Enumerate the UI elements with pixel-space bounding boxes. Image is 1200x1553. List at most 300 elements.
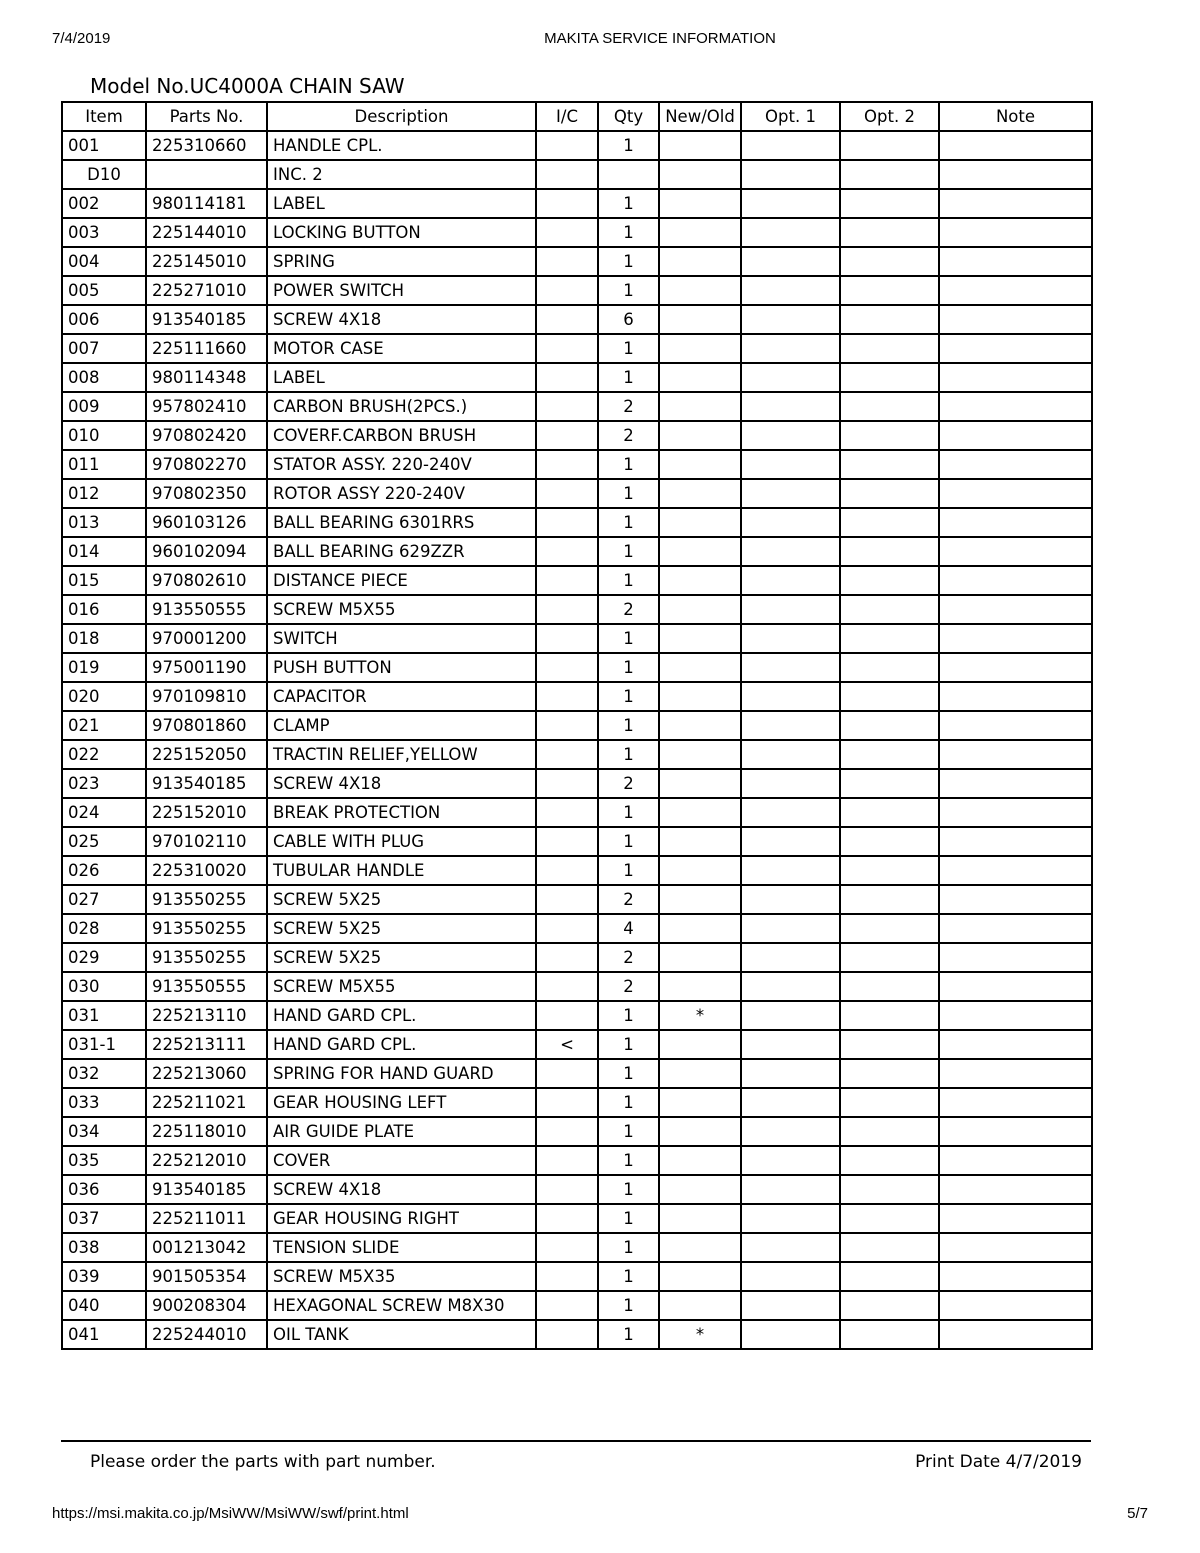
qty-cell: 1 <box>598 1030 659 1059</box>
note-cell <box>939 711 1092 740</box>
opt-2-cell <box>840 1262 939 1291</box>
new-old-cell <box>659 189 741 218</box>
parts-no-cell <box>146 160 267 189</box>
note-cell <box>939 305 1092 334</box>
opt-2-cell <box>840 189 939 218</box>
column-header-note: Note <box>939 102 1092 131</box>
parts-no-cell: 960102094 <box>146 537 267 566</box>
note-cell <box>939 421 1092 450</box>
description-cell: SCREW M5X55 <box>267 972 536 1001</box>
table-row <box>62 856 1092 885</box>
new-old-cell <box>659 972 741 1001</box>
note-cell <box>939 682 1092 711</box>
new-old-cell <box>659 537 741 566</box>
ic-cell <box>536 1233 598 1262</box>
parts-no-cell: 975001190 <box>146 653 267 682</box>
item-cell: 040 <box>62 1291 146 1320</box>
opt-2-cell <box>840 160 939 189</box>
ic-cell <box>536 392 598 421</box>
parts-no-cell: 980114181 <box>146 189 267 218</box>
qty-cell: 1 <box>598 189 659 218</box>
new-old-cell <box>659 160 741 189</box>
table-row <box>62 1291 1092 1320</box>
opt-1-cell <box>741 856 840 885</box>
opt-2-cell <box>840 798 939 827</box>
description-cell: SCREW 5X25 <box>267 914 536 943</box>
table-row <box>62 1320 1092 1349</box>
parts-no-cell: 225211011 <box>146 1204 267 1233</box>
opt-1-cell <box>741 740 840 769</box>
opt-2-cell <box>840 1320 939 1349</box>
opt-2-cell <box>840 537 939 566</box>
qty-cell: 1 <box>598 1175 659 1204</box>
opt-2-cell <box>840 740 939 769</box>
description-cell: CLAMP <box>267 711 536 740</box>
description-cell: CARBON BRUSH(2PCS.) <box>267 392 536 421</box>
description-cell: HAND GARD CPL. <box>267 1030 536 1059</box>
new-old-cell <box>659 943 741 972</box>
new-old-cell <box>659 1175 741 1204</box>
parts-no-cell: 913550255 <box>146 943 267 972</box>
item-cell: 034 <box>62 1117 146 1146</box>
opt-2-cell <box>840 276 939 305</box>
note-cell <box>939 624 1092 653</box>
note-cell <box>939 1233 1092 1262</box>
qty-cell: 1 <box>598 1233 659 1262</box>
description-cell: AIR GUIDE PLATE <box>267 1117 536 1146</box>
item-cell: 011 <box>62 450 146 479</box>
opt-2-cell <box>840 1233 939 1262</box>
note-cell <box>939 276 1092 305</box>
new-old-cell <box>659 1030 741 1059</box>
new-old-cell <box>659 1117 741 1146</box>
opt-2-cell <box>840 305 939 334</box>
opt-2-cell <box>840 131 939 160</box>
description-cell: STATOR ASSY. 220-240V <box>267 450 536 479</box>
table-row <box>62 972 1092 1001</box>
note-cell <box>939 798 1092 827</box>
parts-no-cell: 970001200 <box>146 624 267 653</box>
opt-1-cell <box>741 1262 840 1291</box>
item-cell: 036 <box>62 1175 146 1204</box>
description-cell: SCREW 5X25 <box>267 943 536 972</box>
description-cell: LOCKING BUTTON <box>267 218 536 247</box>
item-cell: 007 <box>62 334 146 363</box>
description-cell: BREAK PROTECTION <box>267 798 536 827</box>
parts-no-cell: 913540185 <box>146 305 267 334</box>
table-row <box>62 131 1092 160</box>
description-cell: CAPACITOR <box>267 682 536 711</box>
opt-1-cell <box>741 160 840 189</box>
ic-cell <box>536 1146 598 1175</box>
note-cell <box>939 740 1092 769</box>
parts-no-cell: 225271010 <box>146 276 267 305</box>
item-cell: 026 <box>62 856 146 885</box>
opt-1-cell <box>741 1088 840 1117</box>
opt-1-cell <box>741 827 840 856</box>
table-row <box>62 769 1092 798</box>
qty-cell: 1 <box>598 798 659 827</box>
opt-2-cell <box>840 856 939 885</box>
ic-cell <box>536 450 598 479</box>
table-row <box>62 421 1092 450</box>
item-cell: 033 <box>62 1088 146 1117</box>
opt-2-cell <box>840 1175 939 1204</box>
opt-1-cell <box>741 131 840 160</box>
description-cell: SCREW M5X55 <box>267 595 536 624</box>
description-cell: GEAR HOUSING LEFT <box>267 1088 536 1117</box>
opt-1-cell <box>741 1233 840 1262</box>
item-cell: 027 <box>62 885 146 914</box>
column-header-ic: I/C <box>536 102 598 131</box>
new-old-cell <box>659 363 741 392</box>
description-cell: HANDLE CPL. <box>267 131 536 160</box>
opt-1-cell <box>741 218 840 247</box>
ic-cell <box>536 160 598 189</box>
new-old-cell <box>659 740 741 769</box>
table-row <box>62 189 1092 218</box>
table-row <box>62 798 1092 827</box>
qty-cell <box>598 160 659 189</box>
description-cell: GEAR HOUSING RIGHT <box>267 1204 536 1233</box>
opt-1-cell <box>741 624 840 653</box>
parts-no-cell: 960103126 <box>146 508 267 537</box>
item-cell: 030 <box>62 972 146 1001</box>
qty-cell: 1 <box>598 479 659 508</box>
table-row <box>62 943 1092 972</box>
opt-1-cell <box>741 1291 840 1320</box>
ic-cell <box>536 363 598 392</box>
ic-cell <box>536 276 598 305</box>
description-cell: BALL BEARING 629ZZR <box>267 537 536 566</box>
ic-cell <box>536 856 598 885</box>
opt-2-cell <box>840 479 939 508</box>
qty-cell: 1 <box>598 131 659 160</box>
parts-no-cell: 225152010 <box>146 798 267 827</box>
ic-cell <box>536 1262 598 1291</box>
item-cell: 029 <box>62 943 146 972</box>
parts-no-cell: 225212010 <box>146 1146 267 1175</box>
parts-no-cell: 225213110 <box>146 1001 267 1030</box>
note-cell <box>939 160 1092 189</box>
note-cell <box>939 334 1092 363</box>
ic-cell <box>536 1001 598 1030</box>
ic-cell <box>536 827 598 856</box>
note-cell <box>939 972 1092 1001</box>
qty-cell: 1 <box>598 537 659 566</box>
description-cell: SCREW 4X18 <box>267 769 536 798</box>
table-row <box>62 1175 1092 1204</box>
description-cell: CABLE WITH PLUG <box>267 827 536 856</box>
opt-2-cell <box>840 1059 939 1088</box>
header-date: 7/4/2019 <box>52 30 111 47</box>
note-cell <box>939 1175 1092 1204</box>
item-cell: 019 <box>62 653 146 682</box>
new-old-cell <box>659 450 741 479</box>
opt-2-cell <box>840 1117 939 1146</box>
opt-1-cell <box>741 1001 840 1030</box>
item-cell: 002 <box>62 189 146 218</box>
new-old-cell <box>659 914 741 943</box>
qty-cell: 1 <box>598 1320 659 1349</box>
parts-no-cell: 970802420 <box>146 421 267 450</box>
opt-1-cell <box>741 798 840 827</box>
parts-no-cell: 970802610 <box>146 566 267 595</box>
opt-2-cell <box>840 566 939 595</box>
opt-2-cell <box>840 1291 939 1320</box>
parts-no-cell: 913540185 <box>146 769 267 798</box>
parts-no-cell: 225211021 <box>146 1088 267 1117</box>
table-row <box>62 885 1092 914</box>
new-old-cell <box>659 711 741 740</box>
opt-1-cell <box>741 711 840 740</box>
note-cell <box>939 653 1092 682</box>
description-cell: LABEL <box>267 189 536 218</box>
opt-2-cell <box>840 1001 939 1030</box>
qty-cell: 1 <box>598 334 659 363</box>
note-cell <box>939 943 1092 972</box>
ic-cell <box>536 1088 598 1117</box>
new-old-cell <box>659 682 741 711</box>
new-old-cell <box>659 1262 741 1291</box>
new-old-cell <box>659 276 741 305</box>
parts-table-body <box>62 131 1092 1349</box>
description-cell: SCREW 4X18 <box>267 305 536 334</box>
table-row <box>62 1233 1092 1262</box>
description-cell: COVERF.CARBON BRUSH <box>267 421 536 450</box>
ic-cell <box>536 740 598 769</box>
qty-cell: 1 <box>598 1291 659 1320</box>
ic-cell <box>536 972 598 1001</box>
parts-table <box>61 101 1093 1350</box>
new-old-cell <box>659 769 741 798</box>
qty-cell: 2 <box>598 595 659 624</box>
parts-no-cell: 225244010 <box>146 1320 267 1349</box>
ic-cell <box>536 566 598 595</box>
parts-no-cell: 001213042 <box>146 1233 267 1262</box>
parts-no-cell: 970802270 <box>146 450 267 479</box>
ic-cell <box>536 247 598 276</box>
ic-cell <box>536 1204 598 1233</box>
qty-cell: 1 <box>598 276 659 305</box>
item-cell: 003 <box>62 218 146 247</box>
table-row <box>62 595 1092 624</box>
parts-no-cell: 913550255 <box>146 885 267 914</box>
opt-1-cell <box>741 653 840 682</box>
qty-cell: 2 <box>598 943 659 972</box>
note-cell <box>939 363 1092 392</box>
opt-1-cell <box>741 1030 840 1059</box>
opt-2-cell <box>840 1088 939 1117</box>
opt-2-cell <box>840 885 939 914</box>
table-row <box>62 392 1092 421</box>
qty-cell: 1 <box>598 1146 659 1175</box>
note-cell <box>939 392 1092 421</box>
item-cell: D10 <box>62 160 146 189</box>
item-cell: 024 <box>62 798 146 827</box>
item-cell: 013 <box>62 508 146 537</box>
qty-cell: 6 <box>598 305 659 334</box>
parts-no-cell: 225213060 <box>146 1059 267 1088</box>
table-row <box>62 1030 1092 1059</box>
qty-cell: 4 <box>598 914 659 943</box>
parts-no-cell: 225144010 <box>146 218 267 247</box>
new-old-cell <box>659 885 741 914</box>
note-cell <box>939 1262 1092 1291</box>
description-cell: SCREW M5X35 <box>267 1262 536 1291</box>
item-cell: 004 <box>62 247 146 276</box>
item-cell: 037 <box>62 1204 146 1233</box>
ic-cell <box>536 334 598 363</box>
note-cell <box>939 450 1092 479</box>
ic-cell <box>536 1059 598 1088</box>
qty-cell: 1 <box>598 450 659 479</box>
description-cell: TRACTIN RELIEF,YELLOW <box>267 740 536 769</box>
new-old-cell <box>659 827 741 856</box>
note-cell <box>939 769 1092 798</box>
qty-cell: 1 <box>598 1262 659 1291</box>
new-old-cell <box>659 1204 741 1233</box>
note-cell <box>939 856 1092 885</box>
new-old-cell <box>659 1146 741 1175</box>
ic-cell <box>536 1175 598 1204</box>
ic-cell <box>536 1320 598 1349</box>
qty-cell: 2 <box>598 421 659 450</box>
new-old-cell <box>659 856 741 885</box>
opt-1-cell <box>741 508 840 537</box>
parts-no-cell: 225118010 <box>146 1117 267 1146</box>
qty-cell: 1 <box>598 856 659 885</box>
parts-no-cell: 970801860 <box>146 711 267 740</box>
new-old-cell <box>659 479 741 508</box>
parts-no-cell: 225310020 <box>146 856 267 885</box>
qty-cell: 1 <box>598 218 659 247</box>
parts-no-cell: 970802350 <box>146 479 267 508</box>
item-cell: 006 <box>62 305 146 334</box>
ic-cell <box>536 537 598 566</box>
note-cell <box>939 1117 1092 1146</box>
table-row <box>62 160 1092 189</box>
note-cell <box>939 1001 1092 1030</box>
opt-2-cell <box>840 1030 939 1059</box>
opt-1-cell <box>741 595 840 624</box>
qty-cell: 1 <box>598 827 659 856</box>
ic-cell <box>536 305 598 334</box>
parts-no-cell: 225213111 <box>146 1030 267 1059</box>
note-cell <box>939 508 1092 537</box>
note-cell <box>939 218 1092 247</box>
ic-cell <box>536 595 598 624</box>
page-url: https://msi.makita.co.jp/MsiWW/MsiWW/swf/print.html <box>52 1505 409 1522</box>
new-old-cell <box>659 305 741 334</box>
opt-2-cell <box>840 653 939 682</box>
item-cell: 008 <box>62 363 146 392</box>
note-cell <box>939 1030 1092 1059</box>
footer-divider <box>61 1440 1091 1442</box>
new-old-cell <box>659 392 741 421</box>
opt-1-cell <box>741 479 840 508</box>
qty-cell: 1 <box>598 1117 659 1146</box>
item-cell: 016 <box>62 595 146 624</box>
table-row <box>62 827 1092 856</box>
note-cell <box>939 1291 1092 1320</box>
ic-cell <box>536 131 598 160</box>
column-header-description: Description <box>267 102 536 131</box>
opt-2-cell <box>840 972 939 1001</box>
description-cell: TUBULAR HANDLE <box>267 856 536 885</box>
new-old-cell <box>659 1233 741 1262</box>
table-row <box>62 218 1092 247</box>
note-cell <box>939 1059 1092 1088</box>
new-old-cell <box>659 653 741 682</box>
table-row <box>62 1117 1092 1146</box>
qty-cell: 1 <box>598 624 659 653</box>
parts-no-cell: 225152050 <box>146 740 267 769</box>
ic-cell <box>536 885 598 914</box>
description-cell: INC. 2 <box>267 160 536 189</box>
opt-1-cell <box>741 1175 840 1204</box>
table-row <box>62 1059 1092 1088</box>
qty-cell: 1 <box>598 1204 659 1233</box>
note-cell <box>939 914 1092 943</box>
ic-cell <box>536 1117 598 1146</box>
qty-cell: 1 <box>598 682 659 711</box>
opt-2-cell <box>840 769 939 798</box>
item-cell: 021 <box>62 711 146 740</box>
table-row <box>62 508 1092 537</box>
qty-cell: 1 <box>598 1001 659 1030</box>
parts-no-cell: 225145010 <box>146 247 267 276</box>
table-row <box>62 1146 1092 1175</box>
parts-no-cell: 980114348 <box>146 363 267 392</box>
opt-2-cell <box>840 363 939 392</box>
note-cell <box>939 1146 1092 1175</box>
table-header-row <box>62 102 1092 131</box>
note-cell <box>939 131 1092 160</box>
opt-2-cell <box>840 450 939 479</box>
opt-1-cell <box>741 189 840 218</box>
item-cell: 041 <box>62 1320 146 1349</box>
parts-no-cell: 913550555 <box>146 595 267 624</box>
opt-2-cell <box>840 218 939 247</box>
table-row <box>62 624 1092 653</box>
new-old-cell <box>659 131 741 160</box>
new-old-cell <box>659 798 741 827</box>
opt-1-cell <box>741 914 840 943</box>
opt-1-cell <box>741 682 840 711</box>
note-cell <box>939 247 1092 276</box>
qty-cell: 2 <box>598 885 659 914</box>
parts-no-cell: 913540185 <box>146 1175 267 1204</box>
qty-cell: 1 <box>598 740 659 769</box>
new-old-cell: * <box>659 1320 741 1349</box>
table-row <box>62 740 1092 769</box>
opt-2-cell <box>840 421 939 450</box>
description-cell: HEXAGONAL SCREW M8X30 <box>267 1291 536 1320</box>
parts-no-cell: 970102110 <box>146 827 267 856</box>
opt-1-cell <box>741 334 840 363</box>
item-cell: 031 <box>62 1001 146 1030</box>
opt-2-cell <box>840 711 939 740</box>
opt-2-cell <box>840 595 939 624</box>
description-cell: BALL BEARING 6301RRS <box>267 508 536 537</box>
new-old-cell: * <box>659 1001 741 1030</box>
table-row <box>62 247 1092 276</box>
item-cell: 005 <box>62 276 146 305</box>
note-cell <box>939 537 1092 566</box>
ic-cell <box>536 682 598 711</box>
item-cell: 010 <box>62 421 146 450</box>
